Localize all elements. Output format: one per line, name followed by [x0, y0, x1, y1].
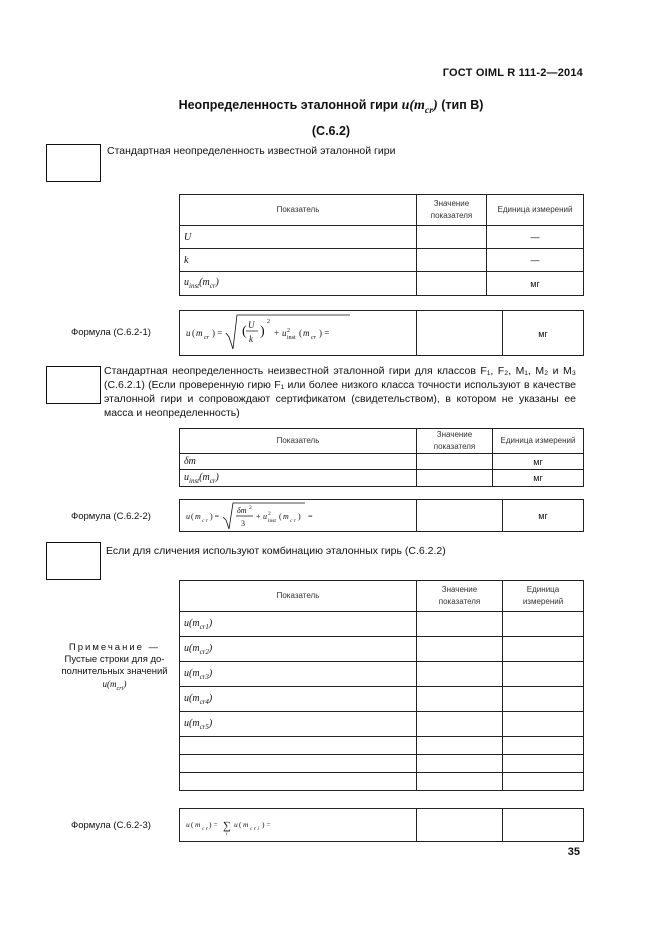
svg-text:(: (: [192, 328, 195, 338]
section-1-text: Стандартная неопределенность известной эталонной гири: [107, 145, 396, 157]
value-cell[interactable]: [417, 272, 487, 296]
svg-text:U: U: [248, 320, 255, 330]
title-suffix: (тип B): [441, 98, 484, 112]
table-row: $u(m_{cr2})$: [180, 637, 584, 662]
formula-1-unit: мг: [502, 310, 584, 356]
svg-text:) =: ) =: [210, 512, 220, 521]
svg-text:k: k: [249, 334, 253, 344]
table-row: $u_{inst}(m_{cr})$ мг: [180, 470, 584, 487]
table-section-2: [179, 428, 584, 487]
svg-text:(: (: [191, 820, 194, 829]
svg-text:2: 2: [249, 505, 252, 511]
svg-text:cr: cr: [311, 335, 316, 341]
col-header-param: Показатель: [180, 195, 417, 226]
svg-text:) =: ) =: [319, 328, 330, 338]
svg-text:(: (: [299, 328, 302, 338]
table-row: $u(m_{cr4})$: [180, 687, 584, 712]
table-row: $u(m_{cr5})$: [180, 712, 584, 737]
svg-text:c r: c r: [202, 518, 208, 524]
col-header-param: Показатель: [180, 581, 417, 612]
table-row: $u(m_{cr3})$: [180, 662, 584, 687]
unit-cell[interactable]: [503, 612, 584, 637]
unit-cell[interactable]: [503, 687, 584, 712]
svg-text:2: 2: [267, 319, 270, 325]
svg-text:m: m: [195, 820, 201, 829]
unit-cell[interactable]: [503, 637, 584, 662]
svg-text:cr: cr: [204, 335, 209, 341]
value-cell[interactable]: [417, 612, 503, 637]
table-row: k —: [180, 249, 584, 272]
col-header-param: Показатель: [180, 429, 417, 454]
note-body-2: полнительных значений: [61, 666, 168, 677]
svg-text:δm: δm: [237, 506, 247, 515]
svg-text:u: u: [234, 820, 238, 829]
title-code: (C.6.2): [311, 123, 351, 138]
formula-3-unit-cell[interactable]: [502, 808, 584, 842]
note-title: Примечание —: [68, 642, 161, 653]
title-text: Неопределенность эталонной гири: [178, 98, 399, 112]
section-2-text: Стандартная неопределенность неизвестной эталонной гири для классов F₁, F₂, M₁, M₂ и M₃ (C.6.2.1) (Если проверенную гирю F₁ или более низкого класса точности используют в качестве эталонной гири и сопровождают сертификатом (свидетельством), в котором не указаны ее масса и неопределенность): [104, 365, 576, 419]
svg-text:2: 2: [268, 511, 271, 517]
col-header-value: Значение показателя: [417, 581, 503, 612]
col-header-value: Значение показателя: [417, 429, 493, 454]
value-cell[interactable]: [417, 737, 503, 755]
formula-label-3: Формула (C.6.2-3): [71, 820, 151, 831]
value-cell[interactable]: [417, 773, 503, 791]
table-row: [180, 737, 584, 755]
formula-label-1: Формула (C.6.2-1): [71, 327, 151, 338]
formula-3-value-cell[interactable]: [416, 808, 503, 842]
svg-text:c r i: c r i: [250, 826, 259, 832]
svg-text:) =: ) =: [212, 328, 223, 338]
param-cell[interactable]: [180, 773, 417, 791]
formula-2-graphic: [180, 500, 416, 531]
value-cell[interactable]: [417, 249, 487, 272]
formula-expression-3: [179, 808, 417, 842]
svg-text:u: u: [282, 328, 287, 338]
value-cell[interactable]: [417, 454, 493, 470]
formula-2-value-cell[interactable]: [416, 499, 503, 532]
svg-text:u: u: [186, 512, 190, 521]
value-cell[interactable]: [417, 712, 503, 737]
svg-text:c r: c r: [202, 826, 208, 832]
value-cell[interactable]: [417, 226, 487, 249]
svg-text:): ): [298, 512, 301, 521]
note: Примечание — Пустые строки для до- полнительных значений $u(m_{cri})$: [56, 642, 173, 695]
table-section-1: [179, 194, 584, 296]
svg-text:i: i: [226, 832, 228, 837]
svg-text:m: m: [243, 820, 249, 829]
document-header: ГОСТ OIML R 111-2—2014: [442, 67, 583, 79]
unit-cell[interactable]: [503, 773, 584, 791]
value-cell[interactable]: [417, 470, 493, 487]
svg-text:3: 3: [241, 519, 245, 528]
svg-text:) =: ) =: [262, 820, 271, 829]
checkbox-section-3[interactable]: [46, 542, 101, 580]
svg-text:=: =: [308, 512, 313, 521]
table-row: U —: [180, 226, 584, 249]
formula-label-2: Формула (C.6.2-2): [71, 511, 151, 522]
page-number: 35: [567, 846, 580, 858]
section-3-text: Если для сличения используют комбинацию эталонных гирь (C.6.2.2): [106, 545, 446, 557]
value-cell[interactable]: [417, 662, 503, 687]
col-header-unit: Единица измерений: [503, 581, 584, 612]
value-cell[interactable]: [417, 687, 503, 712]
table-row: $u(m_{cr1})$: [180, 612, 584, 637]
param-cell[interactable]: [180, 737, 417, 755]
col-header-unit: Единица измерений: [493, 429, 584, 454]
note-body-1: Пустые строки для до-: [64, 654, 165, 665]
formula-2-unit: мг: [502, 499, 584, 532]
table-row: [180, 773, 584, 791]
svg-text:m: m: [196, 328, 203, 338]
svg-text:(: (: [191, 512, 194, 521]
svg-text:(: (: [279, 512, 282, 521]
value-cell[interactable]: [417, 755, 503, 773]
unit-cell[interactable]: [503, 755, 584, 773]
section-title: Неопределенность эталонной гири $u(m_{cr})$ (тип B) (C.6.2): [0, 95, 662, 142]
svg-text:(: (: [242, 324, 247, 339]
svg-text:u: u: [263, 512, 267, 521]
checkbox-section-2[interactable]: [46, 366, 101, 404]
svg-text:) =: ) =: [209, 820, 218, 829]
svg-text:(: (: [239, 820, 242, 829]
col-header-unit: Единица измерений: [487, 195, 584, 226]
svg-text:+: +: [256, 512, 261, 521]
formula-1-graphic: [180, 311, 416, 355]
svg-text:): ): [260, 324, 265, 339]
svg-text:u: u: [186, 820, 190, 829]
unit-cell[interactable]: [503, 712, 584, 737]
svg-text:m: m: [195, 512, 201, 521]
svg-text:inst: inst: [287, 335, 296, 341]
svg-text:u: u: [186, 328, 191, 338]
svg-text:m: m: [303, 328, 310, 338]
svg-text:m: m: [283, 512, 289, 521]
checkbox-section-1[interactable]: [46, 144, 101, 182]
svg-text:∑: ∑: [223, 820, 231, 832]
col-header-value: Значение показателя: [417, 195, 487, 226]
svg-text:2: 2: [287, 328, 290, 334]
param-cell[interactable]: [180, 755, 417, 773]
table-row: δm мг: [180, 454, 584, 470]
value-cell[interactable]: [417, 637, 503, 662]
unit-cell[interactable]: [503, 737, 584, 755]
svg-text:c r: c r: [290, 518, 296, 524]
formula-1-value-cell[interactable]: [416, 310, 503, 356]
table-row: [180, 755, 584, 773]
formula-3-graphic: [180, 809, 416, 841]
svg-text:+: +: [274, 328, 280, 338]
svg-text:inst: inst: [268, 518, 276, 524]
unit-cell[interactable]: [503, 662, 584, 687]
formula-expression-2: [179, 499, 417, 532]
formula-expression-1: [179, 310, 417, 356]
table-row: $u_{inst}(m_{cr})$ мг: [180, 272, 584, 296]
table-section-3: [179, 580, 584, 791]
